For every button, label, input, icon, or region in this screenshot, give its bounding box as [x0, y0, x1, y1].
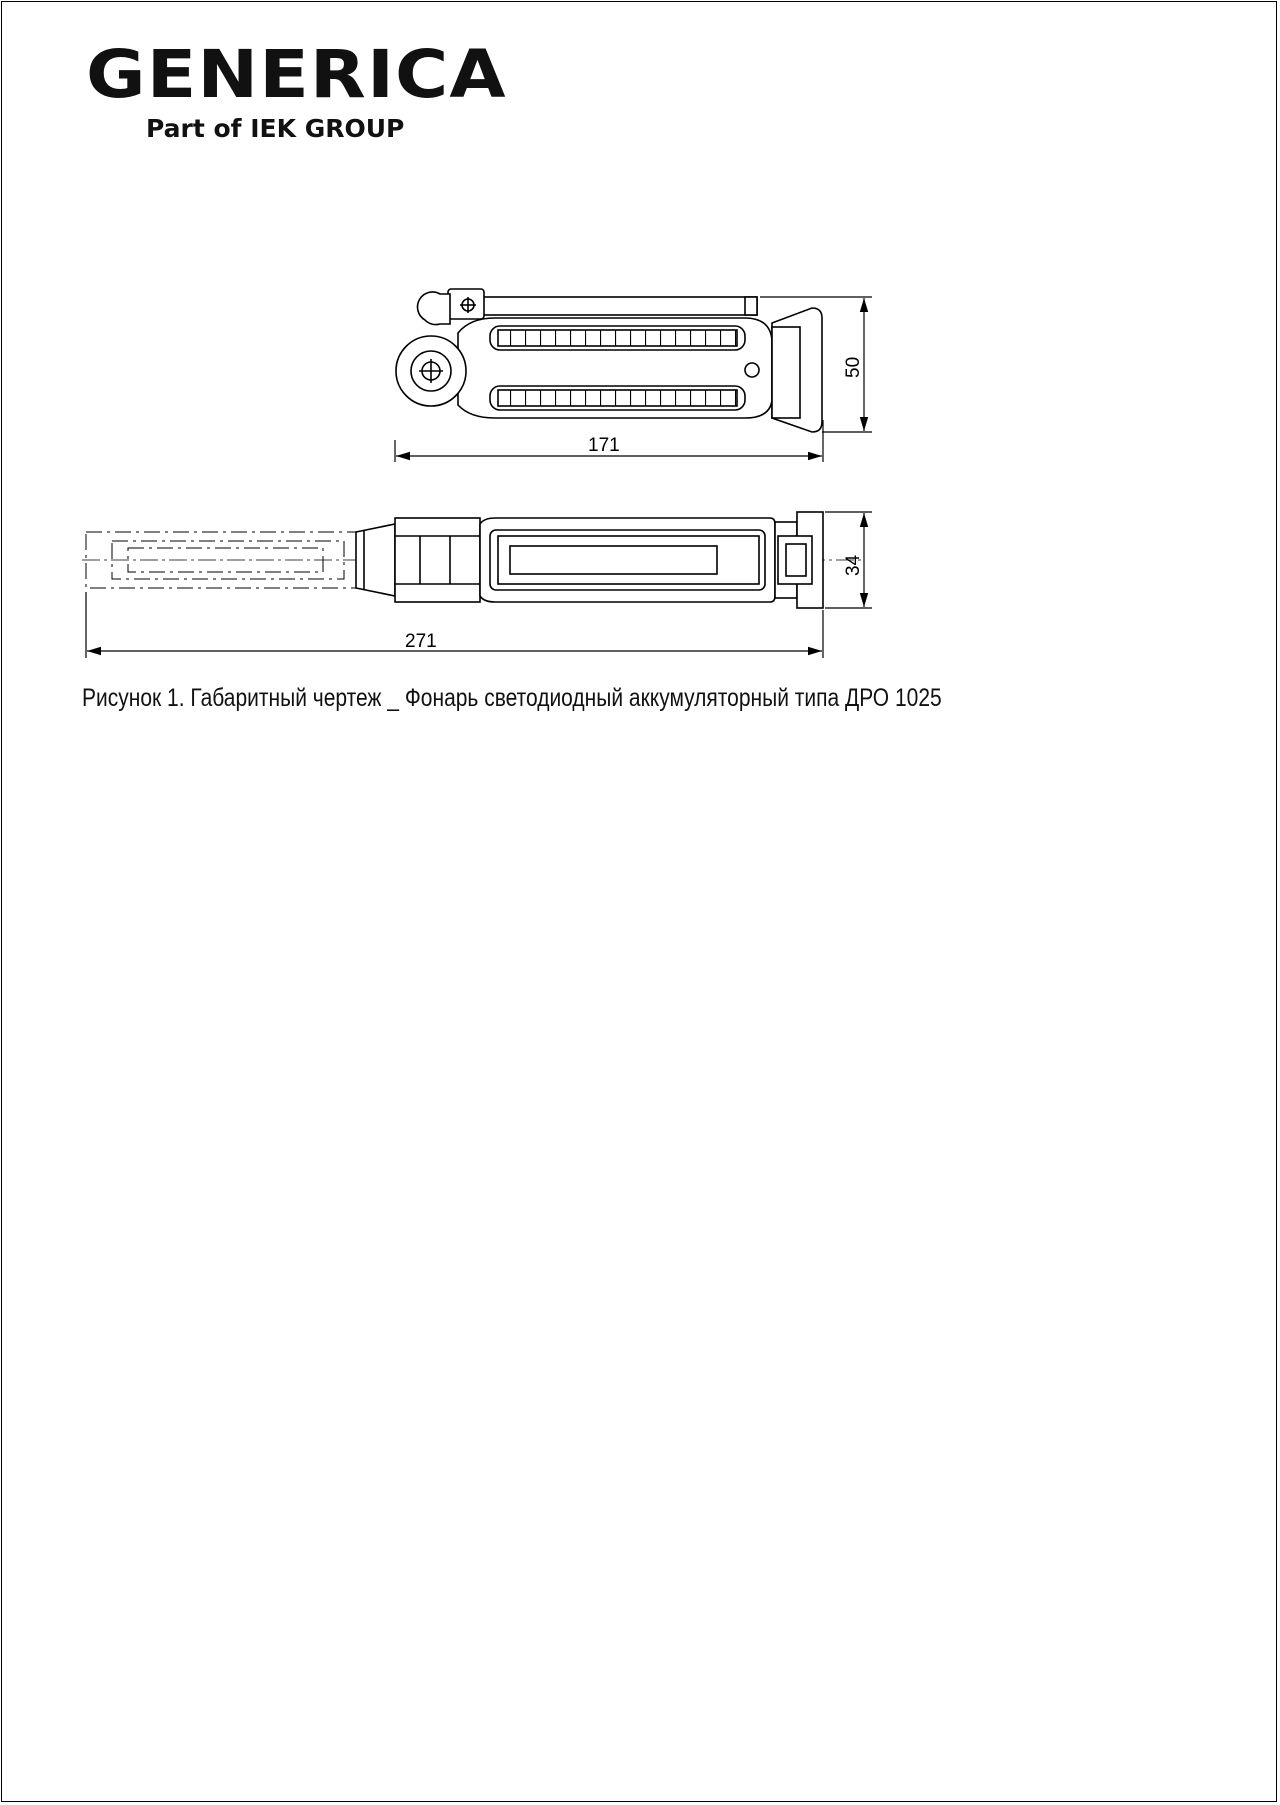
logo-tagline: Part of IEK GROUP: [146, 114, 405, 143]
figure-caption: Рисунок 1. Габаритный чертеж _ Фонарь светодиодный аккумуляторный типа ДРО 1025: [82, 684, 942, 712]
drawing-bottom-view: [356, 512, 823, 608]
drawing-top-view: [396, 289, 822, 432]
dim-height-top: 50: [843, 356, 864, 378]
technical-drawing: [0, 0, 1280, 700]
logo-brand-name: GENERICA: [86, 36, 507, 113]
dim-height-bottom: 34: [843, 554, 864, 576]
dim-length-bottom: 271: [405, 631, 437, 652]
dim-length-top: 171: [588, 435, 620, 456]
